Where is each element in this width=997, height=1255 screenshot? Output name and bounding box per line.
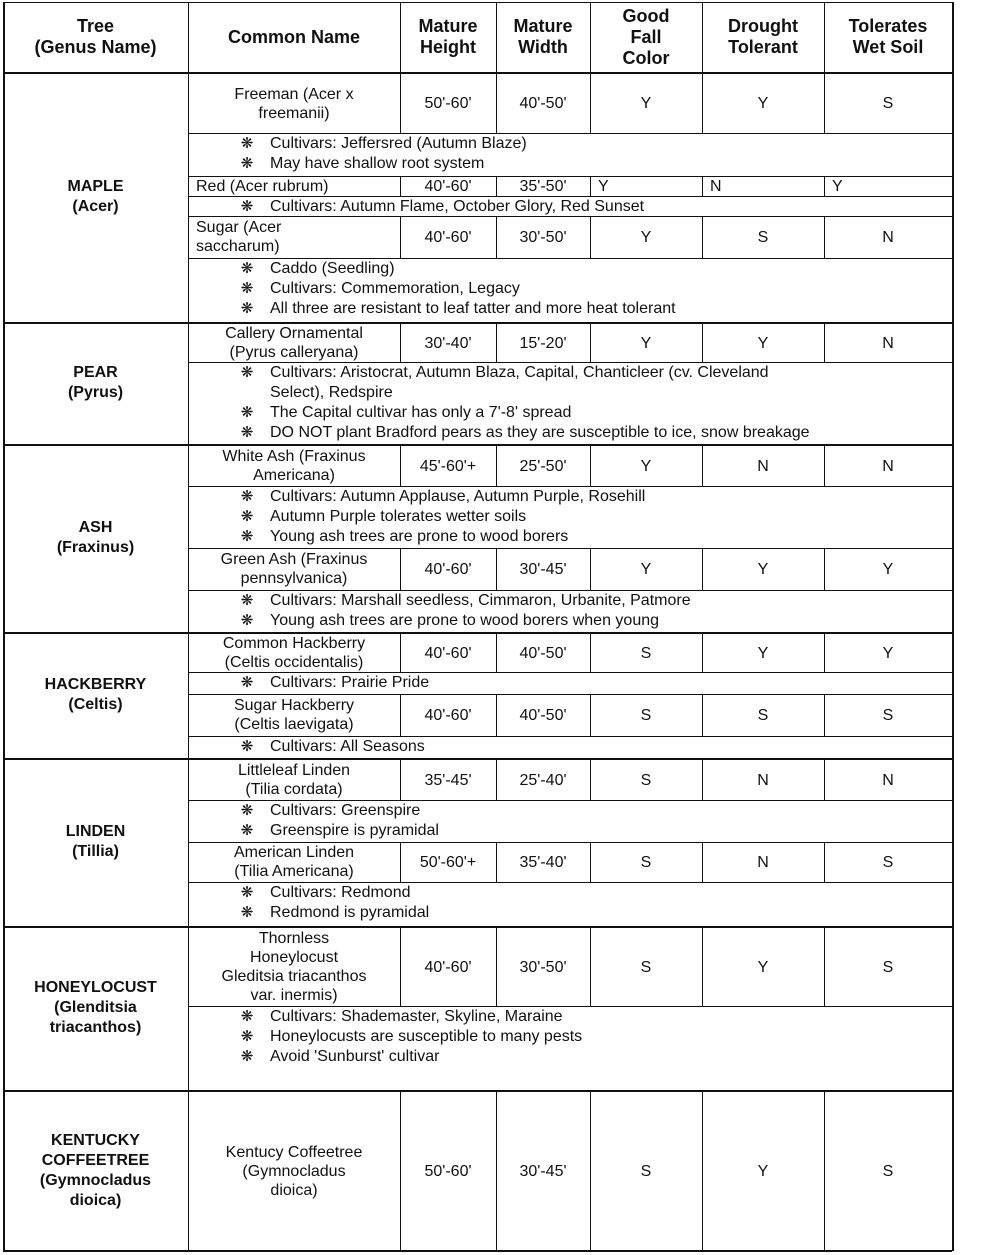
rule [188, 926, 952, 927]
rule [188, 322, 952, 323]
note-text: Cultivars: Autumn Applause, Autumn Purple, Rosehill [270, 488, 646, 505]
drought-tolerant-common_hackberry: Y [757, 644, 769, 662]
note-item [228, 883, 411, 903]
bullet-icon: ❋ [240, 884, 254, 901]
species-name-white_ash: White Ash (Fraxinus Americana) [222, 448, 366, 484]
mature-width-american_linden: 35'-40' [519, 853, 567, 871]
fall-color-red: Y [598, 177, 609, 195]
bullet-icon: ❋ [240, 802, 254, 819]
rule [188, 632, 952, 633]
species-name-sugar_maple: Sugar (Acer saccharum) [196, 219, 282, 255]
species-name-common_hackberry: Common Hackberry (Celtis occidentalis) [222, 635, 366, 671]
bullet-icon: ❋ [240, 424, 254, 441]
wet-soil-common_hackberry: Y [882, 644, 894, 662]
note-item [228, 423, 810, 443]
note-text: Cultivars: Redmond [270, 884, 411, 901]
fall-color-common_hackberry: S [640, 644, 652, 662]
wet-soil-thornless: S [882, 958, 894, 976]
note-text: Cultivars: Jeffersred (Autumn Blaze) [270, 135, 527, 152]
bullet-icon: ❋ [240, 364, 254, 381]
bullet-icon: ❋ [240, 404, 254, 421]
header-fall-color: Good Fall Color [622, 5, 670, 68]
genus-linden: LINDEN (Tillia) [65, 823, 126, 860]
notes-common_hackberry [228, 673, 948, 694]
note-item [228, 259, 395, 279]
mature-width-white_ash: 25'-50' [519, 457, 567, 475]
note-text: Cultivars: Commemoration, Legacy [270, 280, 520, 297]
wet-soil-freeman: S [882, 95, 894, 112]
mature-height-callery: 30'-40' [424, 334, 472, 352]
bullet-icon: ❋ [240, 904, 254, 921]
fall-color-american_linden: S [640, 853, 652, 871]
notes-sugar_maple [228, 259, 948, 322]
note-text: Cultivars: Marshall seedless, Cimmaron, Urbanite, Patmore [270, 592, 691, 609]
genus-ash: ASH (Fraxinus) [56, 519, 135, 556]
note-item [228, 134, 527, 154]
mature-width-thornless: 30'-50' [519, 958, 567, 976]
mature-height-littleleaf: 35'-45' [424, 771, 472, 789]
rule [188, 1090, 952, 1091]
header-mature-width: Mature Width [513, 16, 573, 57]
drought-tolerant-sugar_maple: S [757, 228, 769, 246]
wet-soil-american_linden: S [882, 853, 894, 871]
note-text: Cultivars: Prairie Pride [270, 674, 430, 691]
bullet-icon: ❋ [240, 508, 254, 525]
bullet-icon: ❋ [240, 1048, 254, 1065]
notes-white_ash [228, 487, 948, 548]
note-text: Autumn Purple tolerates wetter soils [270, 508, 527, 525]
note-item [228, 1007, 563, 1027]
bullet-icon: ❋ [240, 822, 254, 839]
bullet-icon: ❋ [240, 488, 254, 505]
mature-height-common_hackberry: 40'-60' [424, 644, 472, 662]
note-text: Cultivars: All Seasons [270, 738, 425, 755]
fall-color-sugar_maple: Y [640, 228, 652, 246]
note-item [228, 299, 676, 319]
species-name-freeman: Freeman (Acer x freemanii) [234, 85, 354, 122]
bullet-icon: ❋ [240, 198, 254, 215]
note-text: Cultivars: Autumn Flame, October Glory, Red Sunset [270, 198, 645, 215]
fall-color-thornless: S [640, 958, 652, 976]
fall-color-white_ash: Y [640, 457, 652, 475]
note-item [228, 527, 569, 547]
genus-hackberry: HACKBERRY (Celtis) [44, 676, 147, 713]
notes-american_linden [228, 883, 948, 926]
note-text: May have shallow root system [270, 155, 485, 172]
bullet-icon: ❋ [240, 135, 254, 152]
drought-tolerant-american_linden: N [757, 853, 769, 871]
mature-width-littleleaf: 25'-40' [519, 771, 567, 789]
note-item [228, 1027, 583, 1047]
note-item [228, 801, 421, 821]
note-text: Cultivars: Aristocrat, Autumn Blaza, Capital, Chanticleer (cv. Cleveland [270, 364, 769, 381]
note-item [228, 487, 646, 507]
note-item [228, 363, 769, 383]
note-text: Redmond is pyramidal [270, 904, 430, 921]
header-wet-soil: Tolerates Wet Soil [848, 16, 928, 57]
species-name-thornless: Thornless Honeylocust Gleditsia triacanthos var. inermis) [221, 930, 367, 1004]
note-item [228, 507, 527, 527]
mature-height-freeman: 50'-60' [424, 95, 472, 112]
mature-width-common_hackberry: 40'-50' [519, 644, 567, 662]
note-item [228, 903, 430, 923]
mature-height-coffeetree: 50'-60' [424, 1163, 472, 1180]
rule [952, 2, 954, 1251]
bullet-icon: ❋ [240, 155, 254, 172]
fall-color-coffeetree: S [640, 1163, 652, 1180]
mature-height-green_ash: 40'-60' [424, 560, 472, 578]
fall-color-freeman: Y [640, 95, 652, 112]
mature-width-callery: 15'-20' [519, 334, 567, 352]
header-common-name: Common Name [227, 26, 361, 47]
mature-width-sugar_maple: 30'-50' [519, 228, 567, 246]
mature-height-thornless: 40'-60' [424, 958, 472, 976]
species-name-american_linden: American Linden (Tilia Americana) [233, 844, 355, 880]
note-text: Young ash trees are prone to wood borers when young [270, 612, 660, 629]
fall-color-green_ash: Y [640, 560, 652, 578]
bullet-icon: ❋ [240, 674, 254, 691]
note-text: Greenspire is pyramidal [270, 822, 439, 839]
header-drought-tolerant: Drought Tolerant [728, 16, 798, 57]
drought-tolerant-red: N [710, 177, 722, 195]
species-name-coffeetree: Kentucy Coffeetree (Gymnocladus dioica) [225, 1144, 363, 1199]
fall-color-littleleaf: S [640, 771, 652, 789]
drought-tolerant-green_ash: Y [757, 560, 769, 578]
drought-tolerant-sugar_hackberry: S [757, 706, 769, 724]
notes-thornless [228, 1007, 948, 1090]
bullet-icon: ❋ [240, 260, 254, 277]
note-item [228, 673, 430, 693]
wet-soil-coffeetree: S [882, 1163, 894, 1180]
notes-red [228, 197, 948, 216]
notes-green_ash [228, 591, 948, 632]
notes-littleleaf [228, 801, 948, 842]
bullet-icon: ❋ [240, 280, 254, 297]
bullet-icon: ❋ [240, 612, 254, 629]
header-mature-height: Mature Height [418, 16, 478, 57]
note-item [228, 591, 691, 611]
species-name-littleleaf: Littleleaf Linden (Tilia cordata) [237, 762, 351, 798]
note-text: Cultivars: Shademaster, Skyline, Maraine [270, 1008, 563, 1025]
mature-height-sugar_maple: 40'-60' [424, 228, 472, 246]
species-name-green_ash: Green Ash (Fraxinus pennsylvanica) [220, 551, 368, 587]
wet-soil-red: Y [832, 177, 843, 195]
note-text: Avoid 'Sunburst' cultivar [270, 1048, 440, 1065]
drought-tolerant-freeman: Y [757, 95, 769, 112]
mature-width-coffeetree: 30'-45' [519, 1163, 567, 1180]
note-item [228, 403, 572, 423]
species-name-red: Red (Acer rubrum) [196, 177, 329, 195]
bullet-icon: ❋ [240, 1008, 254, 1025]
note-text: All three are resistant to leaf tatter and more heat tolerant [270, 300, 676, 317]
note-item [228, 1047, 440, 1067]
drought-tolerant-coffeetree: Y [757, 1163, 769, 1180]
header-tree: Tree (Genus Name) [34, 16, 157, 57]
mature-width-sugar_hackberry: 40'-50' [519, 706, 567, 724]
genus-maple: MAPLE (Acer) [67, 178, 124, 215]
fall-color-sugar_hackberry: S [640, 706, 652, 724]
genus-pear: PEAR (Pyrus) [67, 364, 124, 401]
wet-soil-sugar_maple: N [882, 228, 894, 246]
drought-tolerant-thornless: Y [757, 958, 769, 976]
mature-height-white_ash: 45'-60'+ [419, 457, 477, 475]
note-text: Young ash trees are prone to wood borers [270, 528, 569, 545]
bullet-icon: ❋ [240, 1028, 254, 1045]
rule [188, 444, 952, 445]
notes-freeman [228, 134, 948, 176]
mature-width-freeman: 40'-50' [519, 95, 567, 112]
mature-height-american_linden: 50'-60'+ [419, 853, 477, 871]
note-text: The Capital cultivar has only a 7'-8' spread [270, 404, 572, 421]
note-text: Cultivars: Greenspire [270, 802, 421, 819]
wet-soil-callery: N [882, 334, 894, 352]
note-item [228, 737, 425, 757]
genus-coffeetree: KENTUCKY COFFEETREE (Gymnocladus dioica) [39, 1131, 152, 1209]
bullet-icon: ❋ [240, 592, 254, 609]
notes-callery [228, 363, 948, 444]
drought-tolerant-littleleaf: N [757, 771, 769, 789]
drought-tolerant-white_ash: N [757, 457, 769, 475]
note-item [228, 197, 645, 217]
note-item [228, 611, 660, 631]
note-continuation: Select), Redspire [270, 384, 393, 401]
note-item [228, 154, 485, 174]
mature-width-green_ash: 30'-45' [519, 560, 567, 578]
notes-sugar_hackberry [228, 737, 948, 758]
note-text: Caddo (Seedling) [270, 260, 395, 277]
wet-soil-white_ash: N [882, 457, 894, 475]
bullet-icon: ❋ [240, 528, 254, 545]
mature-height-red: 40'-60' [424, 177, 472, 195]
fall-color-callery: Y [640, 334, 652, 352]
bullet-icon: ❋ [240, 738, 254, 755]
species-name-callery: Callery Ornamental (Pyrus calleryana) [225, 325, 363, 361]
species-name-sugar_hackberry: Sugar Hackberry (Celtis laevigata) [233, 697, 355, 733]
wet-soil-sugar_hackberry: S [882, 706, 894, 724]
note-text: DO NOT plant Bradford pears as they are susceptible to ice, snow breakage [270, 424, 810, 441]
genus-honeylocust: HONEYLOCUST (Glenditsia triacanthos) [34, 979, 157, 1036]
note-item [228, 279, 520, 299]
drought-tolerant-callery: Y [757, 334, 769, 352]
mature-height-sugar_hackberry: 40'-60' [424, 706, 472, 724]
rule [188, 758, 952, 759]
note-text: Honeylocusts are susceptible to many pests [270, 1028, 583, 1045]
wet-soil-littleleaf: N [882, 771, 894, 789]
mature-width-red: 35'-50' [519, 177, 567, 195]
wet-soil-green_ash: Y [882, 560, 894, 578]
note-item [228, 821, 439, 841]
bullet-icon: ❋ [240, 300, 254, 317]
